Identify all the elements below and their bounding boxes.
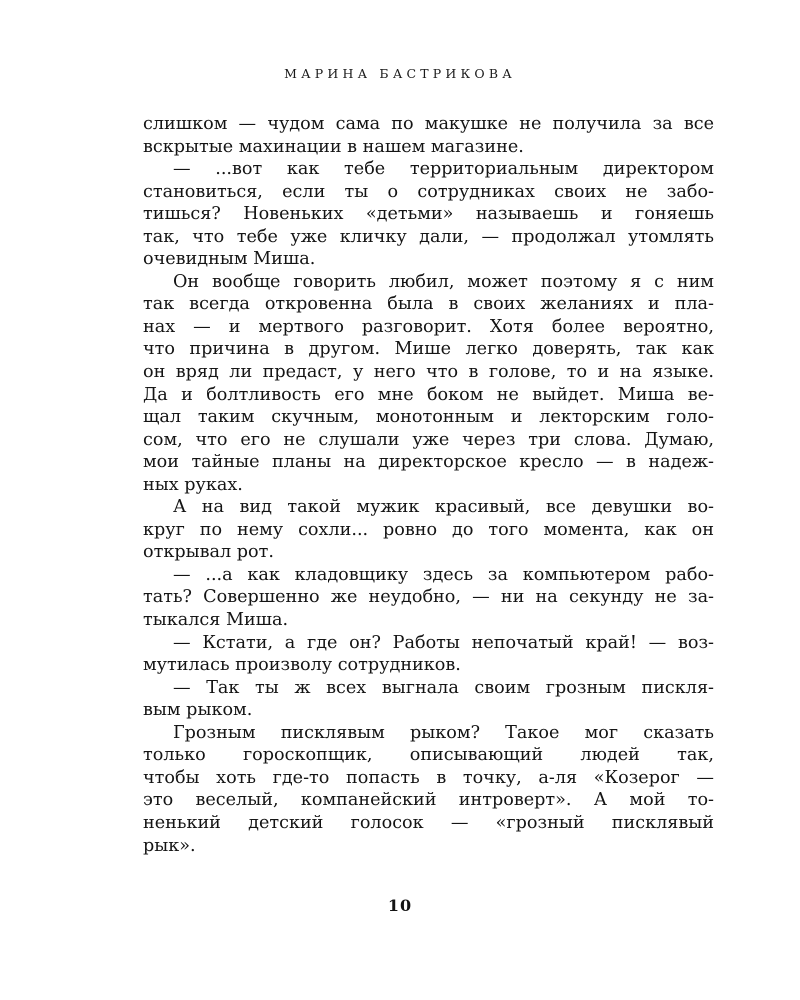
text-line: Он вообще говорить любил, может поэтому я с ним	[173, 271, 714, 292]
text-line: так, что тебе уже кличку дали, — продолжал утомлять	[143, 226, 714, 247]
text-line: мутилась произволу сотрудников.	[143, 655, 461, 676]
text-line: ных руках.	[143, 474, 243, 495]
text-line: щал таким скучным, монотонным и лекторским голо-	[143, 407, 714, 428]
page-number: 10	[387, 896, 413, 915]
text-line: — ...а как кладовщику здесь за компьютером рабо-	[173, 564, 714, 585]
text-line: только гороскопщик, описывающий людей так,	[143, 745, 714, 766]
paragraph	[143, 113, 714, 158]
text-line: — Кстати, а где он? Работы непочатый край! — воз-	[173, 632, 714, 653]
text-line: Да и болтливость его мне боком не выйдет. Миша ве-	[143, 384, 714, 405]
text-line: вскрытые махинации в нашем магазине.	[143, 136, 524, 157]
text-line: — ...вот как тебе территориальным директором	[173, 159, 714, 180]
text-line: Грозным писклявым рыком? Такое мог сказать	[173, 722, 714, 743]
paragraph	[143, 158, 714, 271]
paragraph	[143, 496, 714, 564]
text-line: что причина в другом. Мише легко доверять, так как	[143, 339, 714, 360]
text-line: очевидным Миша.	[143, 249, 316, 270]
paragraph	[143, 271, 714, 496]
text-line: рык».	[143, 835, 196, 856]
running-header-author: МАРИНА БАСТРИКОВА	[284, 66, 516, 81]
text-line: чтобы хоть где-то попасть в точку, а-ля «Козерог —	[143, 767, 714, 788]
paragraph	[143, 677, 714, 722]
text-line: открывал рот.	[143, 542, 274, 563]
text-line: вым рыком.	[143, 700, 253, 721]
text-line: это веселый, компанейский интроверт». А мой то-	[143, 790, 714, 811]
text-line: ненький детский голосок — «грозный писклявый	[143, 812, 714, 833]
text-line: становиться, если ты о сотрудниках своих не забо-	[143, 181, 714, 202]
text-line: А на вид такой мужик красивый, все девушки во-	[173, 497, 714, 518]
text-line: тишься? Новеньких «детьми» называешь и гоняешь	[143, 204, 714, 225]
text-line: круг по нему сохли... ровно до того момента, как он	[143, 519, 714, 540]
paragraph	[143, 722, 714, 857]
text-line: мои тайные планы на директорское кресло — в надеж-	[143, 452, 714, 473]
text-line: тыкался Миша.	[143, 610, 289, 631]
body-text	[143, 113, 714, 857]
text-line: так всегда откровенна была в своих желаниях и пла-	[143, 294, 714, 315]
text-line: сом, что его не слушали уже через три слова. Думаю,	[143, 429, 714, 450]
paragraph	[143, 632, 714, 677]
text-line: тать? Совершенно же неудобно, — ни на секунду не за-	[143, 587, 714, 608]
text-line: он вряд ли предаст, у него что в голове, то и на языке.	[143, 362, 714, 383]
text-line: слишком — чудом сама по макушке не получила за все	[143, 114, 714, 134]
text-line: — Так ты ж всех выгнала своим грозным пискля-	[173, 677, 714, 698]
text-line: нах — и мертвого разговорит. Хотя более вероятно,	[143, 316, 714, 337]
paragraph	[143, 564, 714, 632]
